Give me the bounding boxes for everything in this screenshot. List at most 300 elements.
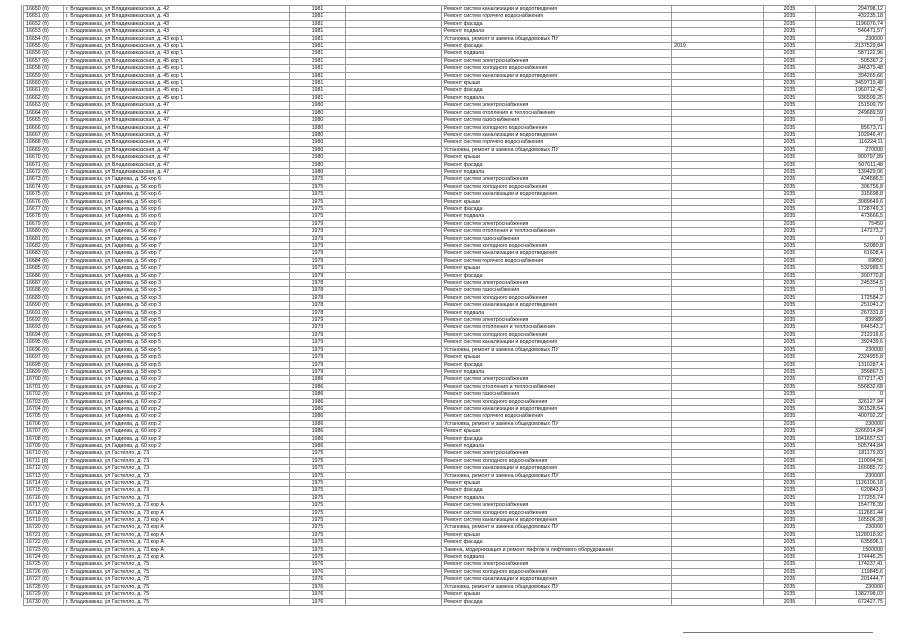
table-row [24,502,886,509]
last-repair-year-cell [672,50,764,57]
work-type-cell: Установка, ремонт и замена общедомовых ПУ [442,583,672,590]
planned-year-cell: 2035 [764,354,816,361]
empty-cell [346,287,442,294]
last-repair-year-cell [672,517,764,524]
row-id-cell: 16688 (б) [24,287,64,294]
planned-year-cell: 2035 [764,65,816,72]
build-year-cell: 1980 [290,161,346,168]
cost-cell: 154778,39 [816,502,886,509]
cost-cell: 172584,2 [816,294,886,301]
cost-cell: 672427,75 [816,598,886,605]
row-id-cell: 16697 (б) [24,354,64,361]
work-type-cell: Ремонт систем электроснабжения [442,317,672,324]
empty-cell [346,280,442,287]
planned-year-cell: 2035 [764,457,816,464]
row-id-cell: 16672 (б) [24,168,64,175]
planned-year-cell: 2035 [764,494,816,501]
planned-year-cell: 2035 [764,131,816,138]
empty-cell [346,391,442,398]
planned-year-cell: 2035 [764,554,816,561]
last-repair-year-cell [672,383,764,390]
table-row [24,361,886,368]
last-repair-year-cell [672,398,764,405]
row-id-cell: 16651 (б) [24,13,64,20]
cost-cell: 230000 [816,420,886,427]
row-id-cell: 16701 (б) [24,383,64,390]
empty-cell [346,161,442,168]
row-id-cell: 16722 (б) [24,539,64,546]
table-row [24,43,886,50]
empty-cell [346,413,442,420]
last-repair-year-cell [672,576,764,583]
last-repair-year-cell [672,109,764,116]
table-row [24,568,886,575]
address-cell: г. Владикавказ, ул Гадиева, д. 60 кор 2 [64,405,290,412]
last-repair-year-cell [672,139,764,146]
table-row [24,494,886,501]
table-row [24,205,886,212]
planned-year-cell: 2035 [764,20,816,27]
empty-cell [346,339,442,346]
work-type-cell: Ремонт систем канализации и водоотведения [442,517,672,524]
empty-cell [346,465,442,472]
address-cell: г. Владикавказ, ул Гадиева, д. 56 кор 6 [64,176,290,183]
build-year-cell: 1978 [290,302,346,309]
cost-cell: 1841657,53 [816,435,886,442]
row-id-cell: 16704 (б) [24,405,64,412]
build-year-cell: 1986 [290,405,346,412]
work-type-cell: Ремонт фасада [442,87,672,94]
last-repair-year-cell [672,354,764,361]
work-type-cell: Ремонт систем канализации и водоотведения [442,131,672,138]
row-id-cell: 16654 (б) [24,35,64,42]
planned-year-cell: 2035 [764,405,816,412]
work-type-cell: Ремонт систем горячего водоснабжения [442,413,672,420]
build-year-cell: 1986 [290,383,346,390]
empty-cell [346,243,442,250]
address-cell: г. Владикавказ, ул Владикавказская, д. 43 кор 1 [64,50,290,57]
build-year-cell: 1980 [290,117,346,124]
last-repair-year-cell [672,435,764,442]
planned-year-cell: 2035 [764,472,816,479]
cost-cell: 249689,59 [816,109,886,116]
work-type-cell: Ремонт фасада [442,20,672,27]
address-cell: г. Владикавказ, ул Гадиева, д. 60 кор 2 [64,413,290,420]
cost-cell: 359867,5 [816,368,886,375]
planned-year-cell: 2035 [764,509,816,516]
cost-cell: 0 [816,287,886,294]
table-row [24,576,886,583]
cost-cell: 75450 [816,220,886,227]
work-type-cell: Установка, ремонт и замена общедомовых ПУ [442,524,672,531]
empty-cell [346,487,442,494]
work-type-cell: Ремонт систем газоснабжения [442,391,672,398]
last-repair-year-cell [672,228,764,235]
address-cell: г. Владикавказ, ул Владикавказская, д. 43 [64,20,290,27]
address-cell: г. Владикавказ, ул Владикавказская, д. 47 [64,131,290,138]
cost-cell: 556832,68 [816,383,886,390]
last-repair-year-cell [672,213,764,220]
empty-cell [346,524,442,531]
build-year-cell: 1980 [290,154,346,161]
planned-year-cell: 2035 [764,450,816,457]
planned-year-cell: 2035 [764,598,816,605]
build-year-cell: 1981 [290,20,346,27]
build-year-cell: 1979 [290,317,346,324]
build-year-cell: 1975 [290,191,346,198]
build-year-cell: 1979 [290,346,346,353]
table-row [24,124,886,131]
last-repair-year-cell [672,87,764,94]
build-year-cell: 1975 [290,517,346,524]
empty-cell [346,117,442,124]
empty-cell [346,309,442,316]
table-row [24,87,886,94]
empty-cell [346,383,442,390]
address-cell: г. Владикавказ, ул Гадиева, д. 58 кор 3 [64,309,290,316]
work-type-cell: Ремонт систем канализации и водоотведения [442,576,672,583]
cost-cell: 361528,54 [816,405,886,412]
work-type-cell: Ремонт систем горячего водоснабжения [442,13,672,20]
last-repair-year-cell [672,465,764,472]
address-cell: г. Владикавказ, ул Владикавказская, д. 47 [64,154,290,161]
empty-cell [346,94,442,101]
planned-year-cell: 2035 [764,280,816,287]
work-type-cell: Ремонт систем холодного водоснабжения [442,65,672,72]
row-id-cell: 16681 (б) [24,235,64,242]
empty-cell [346,531,442,538]
empty-cell [346,183,442,190]
address-cell: г. Владикавказ, ул Гастелло, д. 75 [64,598,290,605]
row-id-cell: 16692 (б) [24,317,64,324]
work-type-cell: Ремонт систем электроснабжения [442,102,672,109]
table-row [24,398,886,405]
planned-year-cell: 2035 [764,383,816,390]
cost-cell: 473666,5 [816,213,886,220]
planned-year-cell: 2035 [764,102,816,109]
row-id-cell: 16706 (б) [24,420,64,427]
last-repair-year-cell [672,243,764,250]
address-cell: г. Владикавказ, ул Гадиева, д. 56 кор 7 [64,272,290,279]
table-row [24,146,886,153]
build-year-cell: 1979 [290,331,346,338]
cost-cell: 251041,2 [816,302,886,309]
table-row [24,272,886,279]
build-year-cell: 1979 [290,368,346,375]
planned-year-cell: 2035 [764,183,816,190]
work-type-cell: Ремонт систем отопления и теплоснабжения [442,109,672,116]
empty-cell [346,539,442,546]
table-row [24,161,886,168]
last-repair-year-cell [672,102,764,109]
planned-year-cell: 2035 [764,561,816,568]
cost-cell: 2137529,84 [816,43,886,50]
empty-cell [346,561,442,568]
address-cell: г. Владикавказ, ул Владикавказская, д. 43 кор 1 [64,43,290,50]
table-row [24,220,886,227]
empty-cell [346,13,442,20]
work-type-cell: Ремонт крыши [442,354,672,361]
row-id-cell: 16725 (б) [24,561,64,568]
build-year-cell: 1980 [290,131,346,138]
row-id-cell: 16710 (б) [24,450,64,457]
row-id-cell: 16702 (б) [24,391,64,398]
last-repair-year-cell [672,331,764,338]
cost-cell: 174446,25 [816,554,886,561]
row-id-cell: 16699 (б) [24,368,64,375]
address-cell: г. Владикавказ, ул Гадиева, д. 58 кор 3 [64,280,290,287]
empty-cell [346,294,442,301]
row-id-cell: 16728 (б) [24,583,64,590]
build-year-cell: 1978 [290,294,346,301]
planned-year-cell: 2035 [764,250,816,257]
row-id-cell: 16713 (б) [24,472,64,479]
address-cell: г. Владикавказ, ул Владикавказская, д. 45 кор 1 [64,57,290,64]
build-year-cell: 1975 [290,487,346,494]
row-id-cell: 16723 (б) [24,546,64,553]
work-type-cell: Ремонт подвала [442,309,672,316]
work-type-cell: Ремонт крыши [442,80,672,87]
empty-cell [346,87,442,94]
build-year-cell: 1979 [290,250,346,257]
signature-line [683,632,873,633]
empty-cell [346,28,442,35]
empty-cell [346,480,442,487]
work-type-cell: Ремонт систем холодного водоснабжения [442,124,672,131]
build-year-cell: 1979 [290,220,346,227]
empty-cell [346,50,442,57]
empty-cell [346,405,442,412]
work-type-cell: Ремонт фасада [442,161,672,168]
capital-repair-table [23,5,886,606]
planned-year-cell: 2035 [764,168,816,175]
empty-cell [346,109,442,116]
last-repair-year-cell [672,391,764,398]
address-cell: г. Владикавказ, ул Владикавказская, д. 45 кор 1 [64,87,290,94]
address-cell: г. Владикавказ, ул Гадиева, д. 56 кор 7 [64,243,290,250]
table-row [24,346,886,353]
address-cell: г. Владикавказ, ул Гастелло, д. 73 кор А [64,509,290,516]
row-id-cell: 16690 (б) [24,302,64,309]
cost-cell: 245354,5 [816,280,886,287]
table-row [24,183,886,190]
planned-year-cell: 2035 [764,324,816,331]
row-id-cell: 16663 (б) [24,102,64,109]
build-year-cell: 1981 [290,6,346,13]
table-row [24,413,886,420]
row-id-cell: 16667 (б) [24,131,64,138]
work-type-cell: Ремонт крыши [442,480,672,487]
planned-year-cell: 2035 [764,228,816,235]
address-cell: г. Владикавказ, ул Гастелло, д. 73 кор А [64,517,290,524]
build-year-cell: 1986 [290,435,346,442]
empty-cell [346,139,442,146]
empty-cell [346,494,442,501]
planned-year-cell: 2035 [764,146,816,153]
table-row [24,102,886,109]
address-cell: г. Владикавказ, ул Гадиева, д. 58 кор 3 [64,302,290,309]
row-id-cell: 16670 (б) [24,154,64,161]
row-id-cell: 16674 (б) [24,183,64,190]
build-year-cell: 1975 [290,509,346,516]
empty-cell [346,102,442,109]
last-repair-year-cell [672,583,764,590]
build-year-cell: 1975 [290,502,346,509]
address-cell: г. Владикавказ, ул Гастелло, д. 75 [64,568,290,575]
last-repair-year-cell [672,405,764,412]
address-cell: г. Владикавказ, ул Гадиева, д. 60 кор 2 [64,376,290,383]
row-id-cell: 16687 (б) [24,280,64,287]
last-repair-year-cell [672,413,764,420]
row-id-cell: 16662 (б) [24,94,64,101]
last-repair-year-cell [672,339,764,346]
empty-cell [346,450,442,457]
build-year-cell: 1981 [290,65,346,72]
build-year-cell: 1976 [290,568,346,575]
row-id-cell: 16686 (б) [24,272,64,279]
table-row [24,57,886,64]
last-repair-year-cell [672,531,764,538]
work-type-cell: Ремонт подвала [442,168,672,175]
address-cell: г. Владикавказ, ул Гастелло, д. 75 [64,561,290,568]
planned-year-cell: 2035 [764,235,816,242]
row-id-cell: 16677 (б) [24,205,64,212]
cost-cell: 166085,72 [816,465,886,472]
last-repair-year-cell [672,324,764,331]
build-year-cell: 1976 [290,576,346,583]
build-year-cell: 1975 [290,546,346,553]
table-row [24,546,886,553]
cost-cell: 102946,47 [816,131,886,138]
last-repair-year-cell [672,546,764,553]
planned-year-cell: 2035 [764,435,816,442]
table-row [24,20,886,27]
planned-year-cell: 2035 [764,35,816,42]
last-repair-year-cell [672,502,764,509]
table-row [24,257,886,264]
empty-cell [346,472,442,479]
last-repair-year-cell [672,154,764,161]
row-id-cell: 16696 (б) [24,346,64,353]
last-repair-year-cell [672,265,764,272]
row-id-cell: 16694 (б) [24,331,64,338]
empty-cell [346,168,442,175]
build-year-cell: 1975 [290,457,346,464]
row-id-cell: 16711 (б) [24,457,64,464]
cost-cell: 230000 [816,524,886,531]
row-id-cell: 16682 (б) [24,243,64,250]
row-id-cell: 16716 (б) [24,494,64,501]
address-cell: г. Владикавказ, ул Гастелло, д. 73 [64,494,290,501]
work-type-cell: Установка, ремонт и замена общедомовых ПУ [442,346,672,353]
table-row [24,243,886,250]
empty-cell [346,6,442,13]
planned-year-cell: 2035 [764,109,816,116]
work-type-cell: Ремонт крыши [442,265,672,272]
address-cell: г. Владикавказ, ул Гадиева, д. 56 кор 7 [64,265,290,272]
row-id-cell: 16709 (б) [24,442,64,449]
last-repair-year-cell [672,509,764,516]
last-repair-year-cell [672,309,764,316]
address-cell: г. Владикавказ, ул Гадиева, д. 58 кор 5 [64,324,290,331]
last-repair-year-cell [672,450,764,457]
work-type-cell: Ремонт подвала [442,442,672,449]
work-type-cell: Ремонт крыши [442,531,672,538]
work-type-cell: Ремонт систем канализации и водоотведения [442,339,672,346]
last-repair-year-cell [672,302,764,309]
empty-cell [346,154,442,161]
build-year-cell: 1980 [290,146,346,153]
empty-cell [346,354,442,361]
empty-cell [346,435,442,442]
address-cell: г. Владикавказ, ул Гадиева, д. 60 кор 2 [64,442,290,449]
work-type-cell: Ремонт крыши [442,428,672,435]
table-row [24,554,886,561]
last-repair-year-cell [672,568,764,575]
planned-year-cell: 2035 [764,376,816,383]
address-cell: г. Владикавказ, ул Владикавказская, д. 47 [64,102,290,109]
work-type-cell: Ремонт систем холодного водоснабжения [442,243,672,250]
address-cell: г. Владикавказ, ул Гастелло, д. 75 [64,576,290,583]
empty-cell [346,324,442,331]
row-id-cell: 16683 (б) [24,250,64,257]
address-cell: г. Владикавказ, ул Гадиева, д. 56 кор 6 [64,213,290,220]
work-type-cell: Ремонт фасада [442,487,672,494]
cost-cell: 300770,8 [816,272,886,279]
empty-cell [346,583,442,590]
planned-year-cell: 2035 [764,413,816,420]
cost-cell: 3089649,6 [816,198,886,205]
work-type-cell: Ремонт подвала [442,368,672,375]
address-cell: г. Владикавказ, ул Гадиева, д. 56 кор 7 [64,257,290,264]
work-type-cell: Ремонт систем холодного водоснабжения [442,331,672,338]
table-row [24,50,886,57]
table-row [24,391,886,398]
address-cell: г. Владикавказ, ул Гастелло, д. 73 кор А [64,546,290,553]
cost-cell: 1960712,42 [816,87,886,94]
planned-year-cell: 2035 [764,368,816,375]
work-type-cell: Ремонт систем канализации и водоотведения [442,6,672,13]
last-repair-year-cell [672,72,764,79]
table-row [24,94,886,101]
empty-cell [346,124,442,131]
table-row [24,331,886,338]
table-row [24,139,886,146]
last-repair-year-cell [672,80,764,87]
build-year-cell: 1975 [290,539,346,546]
planned-year-cell: 2035 [764,428,816,435]
row-id-cell: 16726 (б) [24,568,64,575]
row-id-cell: 16720 (б) [24,524,64,531]
build-year-cell: 1981 [290,28,346,35]
build-year-cell: 1979 [290,235,346,242]
last-repair-year-cell [672,20,764,27]
table-row [24,354,886,361]
cost-cell: 177255,74 [816,494,886,501]
empty-cell [346,368,442,375]
row-id-cell: 16655 (б) [24,43,64,50]
last-repair-year-cell [672,235,764,242]
address-cell: г. Владикавказ, ул Гастелло, д. 73 [64,457,290,464]
build-year-cell: 1979 [290,354,346,361]
address-cell: г. Владикавказ, ул Гадиева, д. 56 кор 6 [64,205,290,212]
planned-year-cell: 2035 [764,576,816,583]
cost-cell: 1382798,03 [816,591,886,598]
work-type-cell: Ремонт фасада [442,361,672,368]
planned-year-cell: 2035 [764,583,816,590]
build-year-cell: 1975 [290,531,346,538]
build-year-cell: 1986 [290,442,346,449]
